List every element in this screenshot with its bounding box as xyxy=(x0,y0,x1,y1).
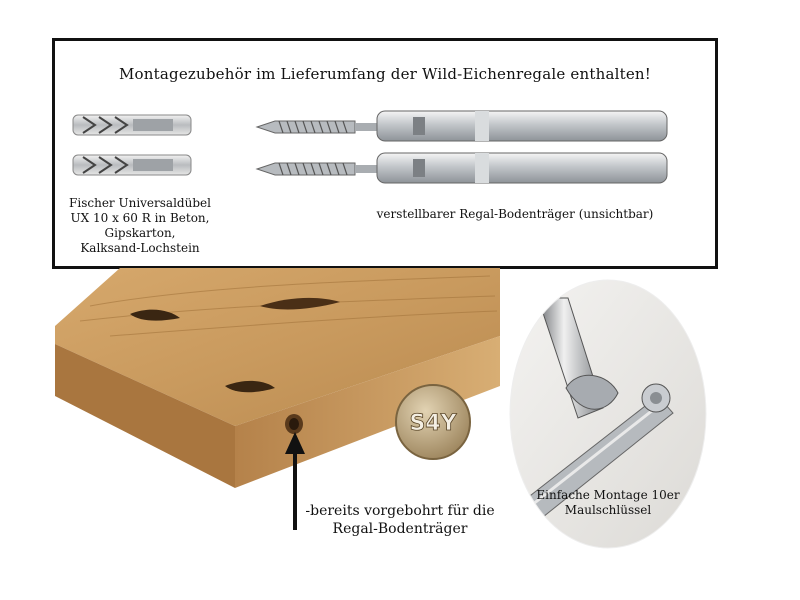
dowel-top xyxy=(73,115,191,135)
dowel-caption-line2: UX 10 x 60 R in Beton, xyxy=(70,211,210,225)
support-caption: verstellbarer Regal-Bodenträger (unsichtbar) xyxy=(376,207,654,221)
dowel-caption xyxy=(65,196,215,256)
shelf-support-top xyxy=(257,111,667,141)
dowel-image xyxy=(69,109,199,189)
logo-text: S4Y xyxy=(409,411,457,436)
wrench-caption-line1: Einfache Montage 10er xyxy=(536,488,680,502)
wrench-caption-line2: Maulschlüssel xyxy=(564,503,652,517)
shelf-support-image xyxy=(255,103,675,193)
dowel-caption-line1: Fischer Universaldübel xyxy=(69,196,211,210)
shelf-support-bottom xyxy=(257,153,667,183)
s4y-logo xyxy=(393,382,473,462)
predrilled-line2: Regal-Bodenträger xyxy=(332,521,468,537)
dowel-bottom xyxy=(73,155,191,175)
panel-title: Montagezubehör im Lieferumfang der Wild-Eichenregale enthalten! xyxy=(119,65,651,83)
wrench-caption xyxy=(528,488,688,518)
dowel-caption-line4: Kalksand-Lochstein xyxy=(80,241,200,255)
accessories-panel xyxy=(52,38,718,269)
dowel-caption-line3: Gipskarton, xyxy=(104,226,176,240)
predrilled-line1: -bereits vorgebohrt für die xyxy=(305,503,495,519)
predrilled-caption xyxy=(295,502,505,538)
